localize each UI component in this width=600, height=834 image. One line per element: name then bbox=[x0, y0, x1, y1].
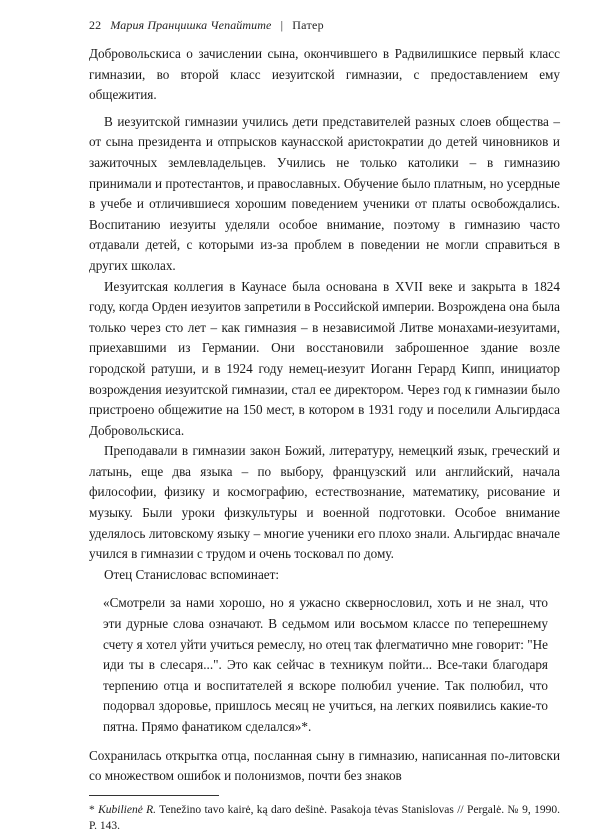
running-head-book-title: Патер bbox=[292, 18, 324, 32]
paragraph-curriculum: Преподавали в гимназии закон Божий, литературу, немецкий язык, греческий и латынь, еще два языка – по выбору, французский или английский, начала философии, физику и космографию, естествознание, математику, рисование и музыку. Были уроки физкультуры и военной подготовки. Особое внимание уделялось литовскому языку – многие ученики его плохо знали. Альгирдас вначале учился в гимназии с трудом и очень тосковал по дому. bbox=[89, 443, 560, 562]
main-text bbox=[89, 44, 560, 787]
block-quote bbox=[103, 593, 548, 737]
footnote-text: Tenežino tavo kairė, ką daro dešinė. Pasakoja tėvas Stanislovas // Pergalė. № 9, 1990. P. 143. bbox=[89, 803, 561, 832]
running-head bbox=[89, 18, 560, 33]
running-head-separator: | bbox=[280, 18, 284, 32]
paragraph-gymnasium-students: В иезуитской гимназии учились дети представителей разных слоев общества – от сына президента и отпрысков каунасской аристократии до детей чиновников и зажиточных землевладельцев. Учились не только католики – в гимназию принимали и протестантов, и православных. Обучение было платным, но усердные в учебе и отличившиеся хорошим поведением ученики от платы освобождались. Воспитанию иезуиты уделяли особое внимание, поэтому в гимназию часто отдавали детей, с которыми из-за проблем в поведении не могли справиться в других школах. bbox=[89, 113, 560, 273]
footnote-author: Kubilienė R. bbox=[98, 803, 157, 816]
paragraph-postcard: Сохранилась открытка отца, посланная сыну в гимназию, написанная по-литовски со множеством ошибок и полонизмов, почти без знаков bbox=[89, 747, 560, 784]
footnote-divider bbox=[89, 795, 219, 796]
footnote-marker: * bbox=[89, 803, 95, 816]
quote-text: «Смотрели за нами хорошо, но я ужасно сквернословил, хоть и не знал, что эти дурные слова означают. В седьмом или восьмом классе по теперешнему счету я хотел уйти учиться ремеслу, но отец так флегматично мне говорит: "Не иди ты в слесаря...". Это как сейчас в техникум пойти... Все-таки благодаря терпению отца и воспитателей я вскоре полюбил учение. Так полюбил, что подорвал здоровье, пришлось месяц не учиться, на легких появились какие-то пятна. Прямо фанатиком сделался»*. bbox=[103, 595, 548, 734]
paragraph-continuation: Добровольскиса о зачислении сына, окончившего в Радвилишкисе первый класс гимназии, во второй класс иезуитской гимназии, с предоставлением ему общежития. bbox=[89, 46, 560, 103]
footnote bbox=[89, 802, 560, 834]
paragraph-jesuit-college-history: Иезуитская коллегия в Каунасе была основана в XVII веке и закрыта в 1824 году, когда Орден иезуитов запретили в Российской империи. Возрождена она была только через сто лет – как гимназия – в независимой Литве монахами-иезуитами, приехавшими из Германии. Они восстановили заброшенное здание возле городской ратуши, и в 1924 году немец-иезуит Иоганн Герард Кипп, инициатор возрождения иезуитской гимназии, стал ее директором. Через год к гимназии было пристроено общежитие на 150 мест, в котором в 1931 году и поселили Альгирдаса Добровольскиса. bbox=[89, 278, 560, 438]
paragraph-quote-intro: Отец Станисловас вспоминает: bbox=[104, 566, 280, 582]
page-number: 22 bbox=[89, 18, 102, 32]
running-head-author: Мария Пранцишка Чепайтите bbox=[110, 18, 272, 32]
